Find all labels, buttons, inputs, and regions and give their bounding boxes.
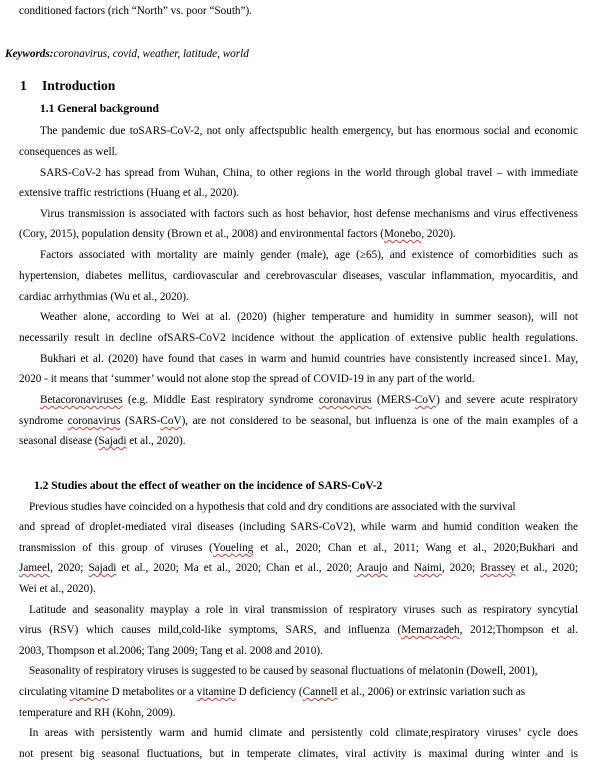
paragraph-line: Factors associated with mortality are mainly gender (male), age (≥65), and existence of comorbidities such as (40, 249, 578, 261)
paragraph-line: extensive traffic restrictions (Huang et al., 2020). (19, 187, 240, 199)
paragraph-line: Previous studies have coincided on a hypothesis that cold and dry conditions are associated with the survival (29, 501, 516, 513)
paragraph-line: syndrome coronavirus (SARS-CoV), are not considered to be seasonal, but influenza is one of the main examples of a (19, 415, 579, 427)
paragraph-line: cardiac arrhythmias (Wu et al., 2020). (19, 291, 189, 303)
paragraph-line: necessarily result in decline ofSARS-CoV2 incidence without the application of extensive public health regulations. (19, 332, 578, 344)
paragraph-line: transmission of this group of viruses (Youeling et al., 2020; Chan et al., 2011; Wang et al., 2020;Bukhari and (19, 542, 578, 554)
paragraph-line: Latitude and seasonality mayplay a role in viral transmission of respiratory viruses such as respiratory syncytial (29, 604, 578, 616)
paragraph-line: Weather alone, according to Wei at al. (2020) (higher temperature and humidity in summer season), will not (40, 311, 578, 323)
paragraph-line: (Cory, 2015), population density (Brown et al., 2008) and environmental factors (Monebo, 2020). (19, 228, 456, 240)
paragraph-line: hypertension, diabetes mellitus, cardiovascular and cerebrovascular diseases, vascular inflammation, myocarditis, and (19, 270, 578, 282)
keywords-text: coronavirus, covid, weather, latitude, world (53, 48, 249, 60)
paragraph-line: SARS-CoV-2 has spread from Wuhan, China, to other regions in the world through global travel – with immediate (40, 167, 578, 179)
paragraph-line: Jameel, 2020; Sajadi et al., 2020; Ma et al., 2020; Chan et al., 2020; Araujo and Naimi, 2020; Brassey et al., 2020; (19, 562, 579, 574)
paragraph-line: In areas with persistently warm and humid climate and persistently cold climate,respiratory viruses’ cycle does (29, 727, 578, 739)
keywords-label: Keywords: (5, 48, 54, 60)
paragraph-line: consequences as well. (19, 146, 118, 158)
paragraph-line: The pandemic due toSARS-CoV-2, not only affectspublic health emergency, but has enormous social and economic (40, 125, 578, 137)
intro-tail-line: conditioned factors (rich “North” vs. poor “South”). (19, 5, 253, 17)
paragraph-line: Wei et al., 2020). (19, 583, 96, 595)
subsection-heading-weather-studies: 1.2 Studies about the effect of weather on the incidence of SARS-CoV-2 (34, 480, 383, 492)
paragraph-line: circulating vitamine D metabolites or a vitamine D deficiency (Cannell et al., 2006) or extrinsic variation such as (19, 686, 526, 698)
paragraph-line: seasonal disease (Sajadi et al., 2020). (19, 435, 186, 447)
paragraph-line: Bukhari et al. (2020) have found that cases in warm and humid countries have consistently increased since1. May, (40, 353, 578, 365)
paragraph-line: 2020 - it means that ‘summer’ would not alone stop the spread of COVID-19 in any part of the world. (19, 373, 475, 385)
section-number: 1 (20, 78, 27, 93)
section-heading-introduction (20, 79, 115, 93)
keywords-line (5, 47, 249, 61)
paragraph-line: 2003, Thompson et al.2006; Tang 2009; Tang et al. 2008 and 2010). (19, 645, 323, 657)
paragraph-line: virus (RSV) which causes mild,cold-like symptoms, SARS, and influenza (Memarzadeh, 2012;Thompson et al. (19, 624, 579, 636)
subsection-heading-general-background: 1.1 General background (40, 103, 159, 115)
paragraph-line: temperature and RH (Kohn, 2009). (19, 707, 176, 719)
paragraph-line: and spread of droplet-mediated viral diseases (including SARS-CoV2), while warm and humid condition weaken the (19, 521, 578, 533)
paragraph-line: Seasonality of respiratory viruses is suggested to be caused by seasonal fluctuations of melatonin (Dowell, 2001), (29, 665, 538, 677)
paragraph-line: Betacoronaviruses (e.g. Middle East respiratory syndrome coronavirus (MERS-CoV) and severe acute respiratory (40, 394, 578, 406)
section-title: Introduction (42, 78, 116, 93)
paragraph-line: Virus transmission is associated with factors such as host behavior, host defense mechanisms and virus effectiveness (40, 208, 578, 220)
paragraph-line: not present big seasonal fluctuations, but in temperate climates, viral activity is maximal during winter and is (19, 748, 578, 760)
